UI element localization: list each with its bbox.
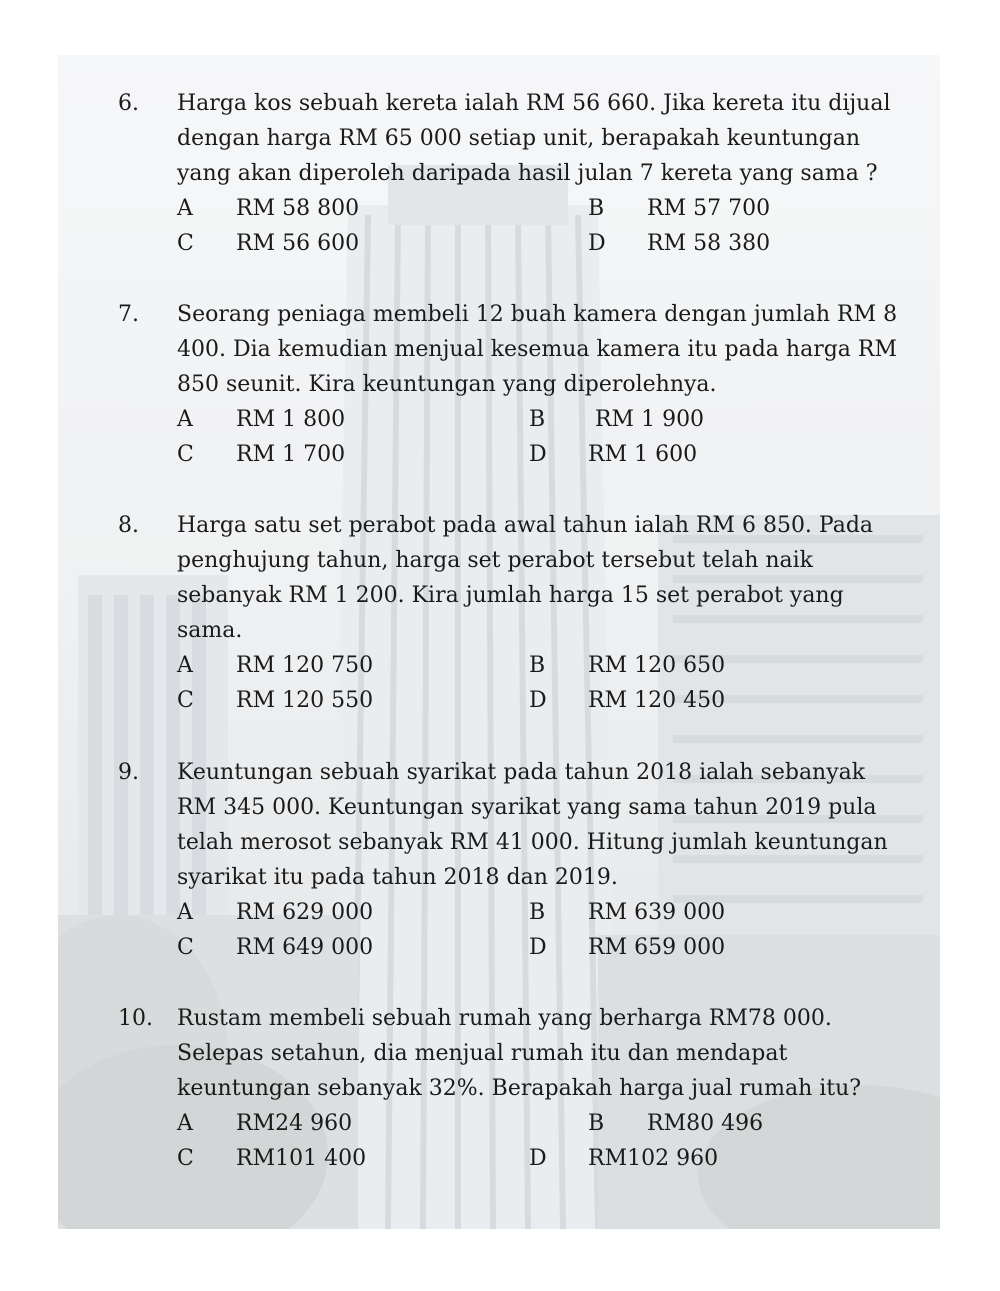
option-c[interactable]: C RM 56 600 <box>177 231 360 256</box>
option-a[interactable]: A RM 120 750 <box>177 653 374 678</box>
option-c[interactable]: C RM 649 000 <box>177 935 374 960</box>
option-d[interactable]: D RM 659 000 <box>529 935 726 960</box>
question-text: Keuntungan sebuah syarikat pada tahun 2018 ialah sebanyak RM 345 000. Keuntungan syarikat yang sama tahun 2019 pula telah merosot sebanyak RM 41 000. Hitung jumlah keuntungan syarikat itu pada tahun 2018 dan 2019. <box>177 760 888 890</box>
option-d[interactable]: D RM 120 450 <box>529 688 726 713</box>
option-b[interactable]: B RM 1 900 <box>529 407 705 432</box>
option-c[interactable]: C RM101 400 <box>177 1146 367 1171</box>
option-c[interactable]: C RM 120 550 <box>177 688 374 713</box>
option-b[interactable]: B RM 639 000 <box>529 900 726 925</box>
option-d[interactable]: D RM 1 600 <box>529 442 698 467</box>
option-d[interactable]: D RM102 960 <box>529 1146 719 1171</box>
option-b[interactable]: B RM80 496 <box>588 1111 764 1136</box>
question-text: Rustam membeli sebuah rumah yang berharga RM78 000. Selepas setahun, dia menjual rumah itu dan mendapat keuntungan sebanyak 32%. Berapakah harga jual rumah itu? <box>177 1006 862 1101</box>
option-a[interactable]: A RM24 960 <box>177 1111 353 1136</box>
option-a[interactable]: A RM 58 800 <box>177 196 360 221</box>
option-a[interactable]: A RM 629 000 <box>177 900 374 925</box>
question-number: 10. <box>118 1006 153 1031</box>
question-number: 7. <box>118 302 139 327</box>
question-text: Seorang peniaga membeli 12 buah kamera dengan jumlah RM 8 400. Dia kemudian menjual kesemua kamera itu pada harga RM 850 seunit. Kira keuntungan yang diperolehnya. <box>177 302 898 397</box>
option-b[interactable]: B RM 57 700 <box>588 196 771 221</box>
option-d[interactable]: D RM 58 380 <box>588 231 771 256</box>
question-text: Harga satu set perabot pada awal tahun ialah RM 6 850. Pada penghujung tahun, harga set perabot tersebut telah naik sebanyak RM 1 200. Kira jumlah harga 15 set perabot yang sama. <box>177 513 874 643</box>
option-c[interactable]: C RM 1 700 <box>177 442 346 467</box>
question-number: 9. <box>118 760 139 785</box>
option-b[interactable]: B RM 120 650 <box>529 653 726 678</box>
question-number: 8. <box>118 513 139 538</box>
question-number: 6. <box>118 91 139 116</box>
question-text: Harga kos sebuah kereta ialah RM 56 660. Jika kereta itu dijual dengan harga RM 65 000 setiap unit, berapakah keuntungan yang akan diperoleh daripada hasil julan 7 kereta yang sama ? <box>177 91 891 186</box>
option-a[interactable]: A RM 1 800 <box>177 407 346 432</box>
